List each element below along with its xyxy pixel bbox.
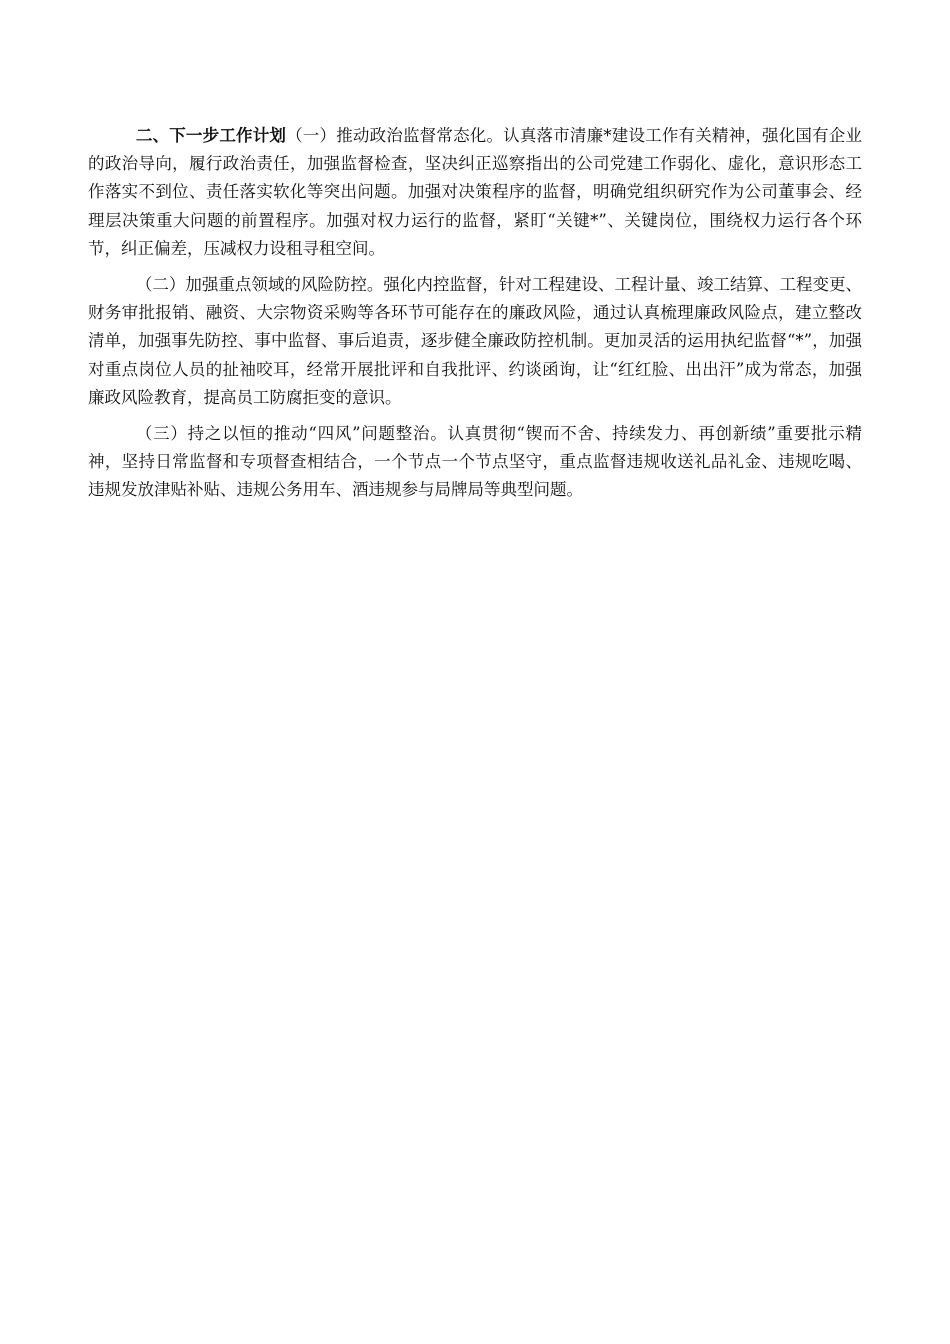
paragraph-3 — [88, 420, 862, 505]
section-heading: 二、下一步工作计划 — [135, 126, 287, 145]
paragraph-1-text: （一）推动政治监督常态化。认真落市清廉*建设工作有关精神，强化国有企业的政治导向，履行政治责任，加强监督检查，坚决纠正巡察指出的公司党建工作弱化、虚化，意识形态工作落实不到位、责任落实软化等突出问题。加强对决策程序的监督，明确党组织研究作为公司董事会、经理层决策重大问题的前置程序。加强对权力运行的监督，紧盯“关键*”、关键岗位，围绕权力运行各个环节，纠正偏差，压减权力设租寻租空间。 — [88, 126, 863, 258]
paragraph-1 — [88, 122, 862, 263]
paragraph-3-text: （三）持之以恒的推动“四风”问题整治。认真贯彻“锲而不舍、持续发力、再创新绩”重要批示精神，坚持日常监督和专项督查相结合，一个节点一个节点坚守，重点监督违规收送礼品礼金、违规吃喝、违规发放津贴补贴、违规公务用车、酒违规参与局牌局等典型问题。 — [88, 424, 862, 500]
paragraph-2 — [88, 271, 862, 412]
document-body — [88, 122, 862, 513]
paragraph-2-text: （二）加强重点领域的风险防控。强化内控监督，针对工程建设、工程计量、竣工结算、工程变更、财务审批报销、融资、大宗物资采购等各环节可能存在的廉政风险，通过认真梳理廉政风险点，建立整改清单，加强事先防控、事中监督、事后追责，逐步健全廉政防控机制。更加灵活的运用执纪监督“*”，加强对重点岗位人员的扯袖咬耳，经常开展批评和自我批评、约谈函询，让“红红脸、出出汗”成为常态，加强廉政风险教育，提高员工防腐拒变的意识。 — [88, 275, 862, 407]
